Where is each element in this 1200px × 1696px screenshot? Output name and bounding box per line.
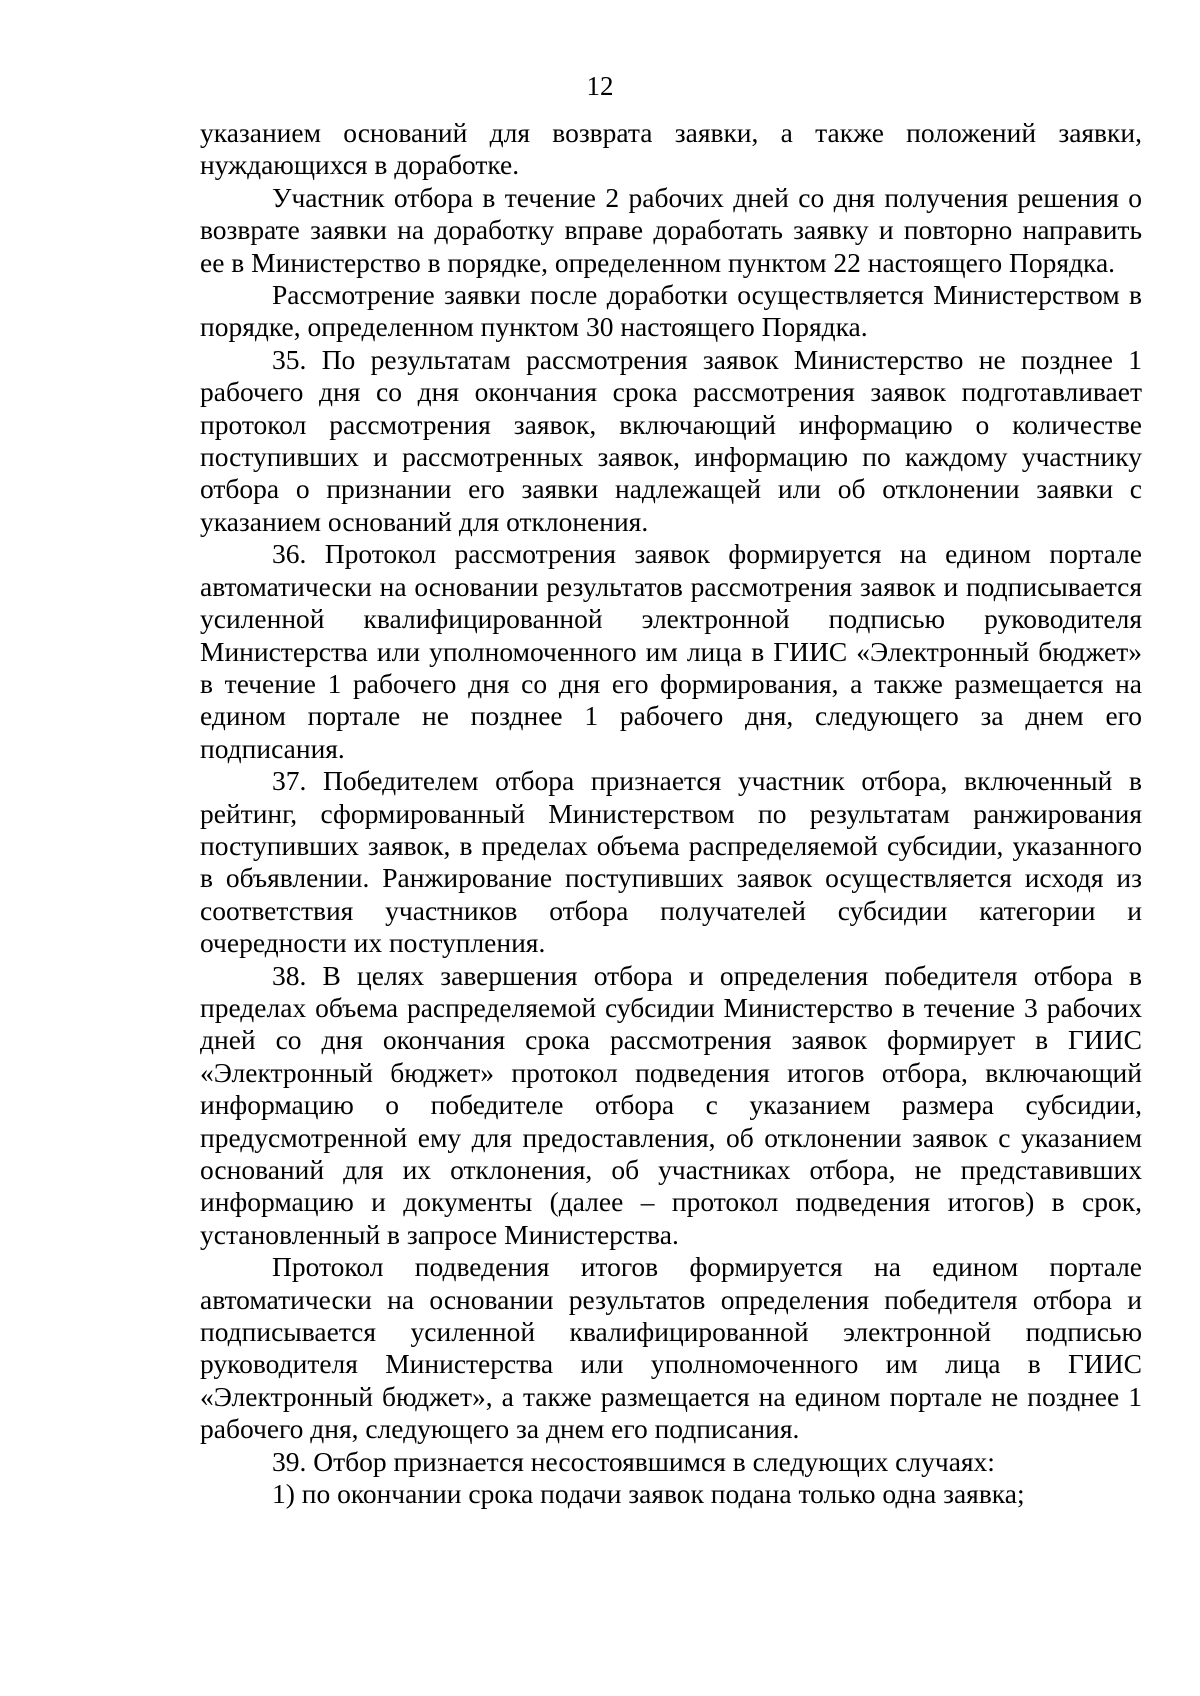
paragraph-item-39: 39. Отбор признается несостоявшимся в следующих случаях: [272, 1445, 995, 1477]
paragraph-item-35: 35. По результатам рассмотрения заявок Министерство не позднее 1 рабочего дня со дня окончания срока рассмотрения заявок подготавливает протокол рассмотрения заявок, включающий информацию о количестве поступивших и рассмотренных заявок, информацию по каждому участнику отбора о признании его заявки надлежащей или об отклонении заявки с указанием оснований для отклонения. [200, 343, 1142, 537]
document-body [200, 117, 1142, 1510]
page-number: 12 [586, 71, 614, 101]
paragraph-item-38: 38. В целях завершения отбора и определения победителя отбора в пределах объема распределяемой субсидии Министерство в течение 3 рабочих дней со дня окончания срока рассмотрения заявок формирует в ГИИС «Электронный бюджет» протокол подведения итогов отбора, включающий информацию о победителе отбора с указанием размера субсидии, предусмотренной ему для предоставления, об отклонении заявок с указанием оснований для их отклонения, об участниках отбора, не представивших информацию и документы (далее – протокол подведения итогов) в срок, установленный в запросе Министерства. [200, 959, 1142, 1250]
paragraph-continuation: указанием оснований для возврата заявки, а также положений заявки, нуждающихся в доработке. [200, 117, 1142, 181]
paragraph-results-protocol: Протокол подведения итогов формируется на едином портале автоматически на основании результатов определения победителя отбора и подписывается усиленной квалифицированной электронной подписью руководителя Министерства или уполномоченного им лица в ГИИС «Электронный бюджет», а также размещается на едином портале не позднее 1 рабочего дня, следующего за днем его подписания. [200, 1251, 1142, 1445]
paragraph-review-after-revision: Рассмотрение заявки после доработки осуществляется Министерством в порядке, определенном пунктом 30 настоящего Порядка. [200, 279, 1142, 343]
paragraph-item-37: 37. Победителем отбора признается участник отбора, включенный в рейтинг, сформированный Министерством по результатам ранжирования поступивших заявок, в пределах объема распределяемой субсидии, указанного в объявлении. Ранжирование поступивших заявок осуществляется исходя из соответствия участников отбора получателей субсидии категории и очередности их поступления. [200, 765, 1142, 959]
paragraph-item-36: 36. Протокол рассмотрения заявок формируется на едином портале автоматически на основании результатов рассмотрения заявок и подписывается усиленной квалифицированной электронной подписью руководителя Министерства или уполномоченного им лица в ГИИС «Электронный бюджет» в течение 1 рабочего дня со дня его формирования, а также размещается на едином портале не позднее 1 рабочего дня, следующего за днем его подписания. [200, 538, 1142, 764]
paragraph-item-39-1: 1) по окончании срока подачи заявок подана только одна заявка; [272, 1478, 1025, 1510]
paragraph-resubmission: Участник отбора в течение 2 рабочих дней со дня получения решения о возврате заявки на доработку вправе доработать заявку и повторно направить ее в Министерство в порядке, определенном пунктом 22 настоящего Порядка. [200, 181, 1142, 278]
